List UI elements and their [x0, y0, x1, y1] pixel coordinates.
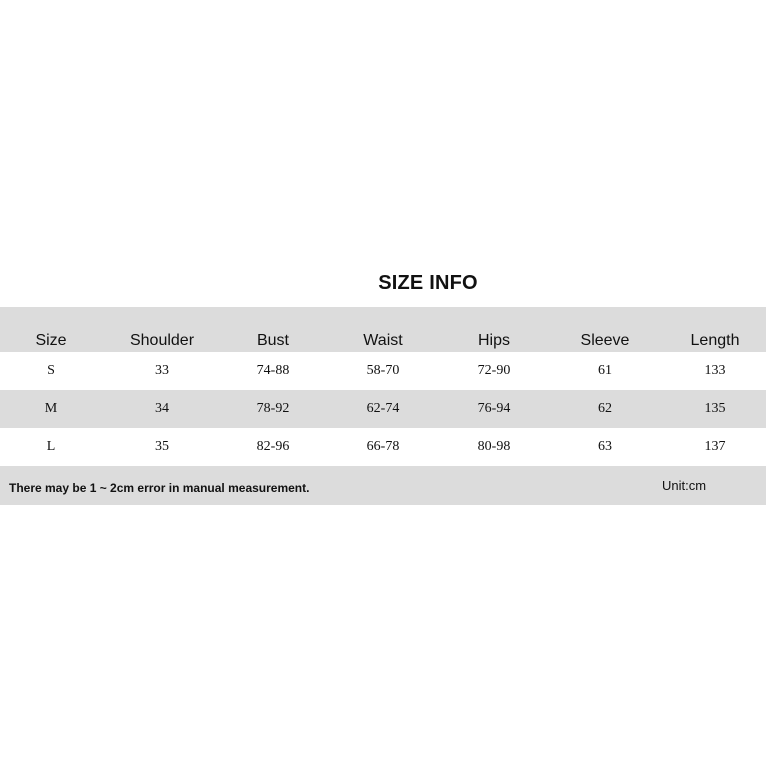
cell-size: M: [44, 401, 58, 416]
table-row: [0, 390, 766, 428]
unit-label: Unit:cm: [662, 478, 707, 493]
cell-length: 137: [704, 439, 726, 454]
header-bust: Bust: [256, 332, 289, 349]
table-row: [0, 352, 766, 390]
size-table: [0, 307, 766, 466]
header-size: Size: [35, 332, 67, 349]
cell-bust: 74-88: [256, 363, 290, 378]
cell-shoulder: 33: [155, 363, 169, 378]
measurement-note: There may be 1 ~ 2cm error in manual measurement.: [9, 481, 310, 495]
cell-size: S: [47, 363, 55, 378]
cell-shoulder: 34: [155, 401, 169, 416]
cell-size: L: [46, 439, 56, 454]
cell-waist: 58-70: [366, 363, 400, 378]
cell-sleeve: 62: [598, 401, 612, 416]
header-length: Length: [690, 332, 740, 349]
cell-waist: 66-78: [366, 439, 400, 454]
cell-hips: 72-90: [477, 363, 511, 378]
cell-length: 133: [704, 363, 726, 378]
cell-sleeve: 61: [598, 363, 612, 378]
cell-bust: 82-96: [256, 439, 290, 454]
page-title: SIZE INFO: [378, 272, 478, 294]
header-row: [0, 307, 766, 352]
cell-shoulder: 35: [155, 439, 169, 454]
cell-length: 135: [704, 401, 726, 416]
header-sleeve: Sleeve: [580, 332, 630, 349]
footer-bar: [0, 466, 766, 505]
cell-waist: 62-74: [366, 401, 400, 416]
cell-hips: 76-94: [477, 401, 511, 416]
cell-bust: 78-92: [256, 401, 290, 416]
header-waist: Waist: [363, 332, 403, 349]
cell-hips: 80-98: [477, 439, 511, 454]
header-hips: Hips: [477, 332, 510, 349]
table-row: [0, 428, 766, 466]
cell-sleeve: 63: [598, 439, 612, 454]
header-shoulder: Shoulder: [129, 332, 195, 349]
